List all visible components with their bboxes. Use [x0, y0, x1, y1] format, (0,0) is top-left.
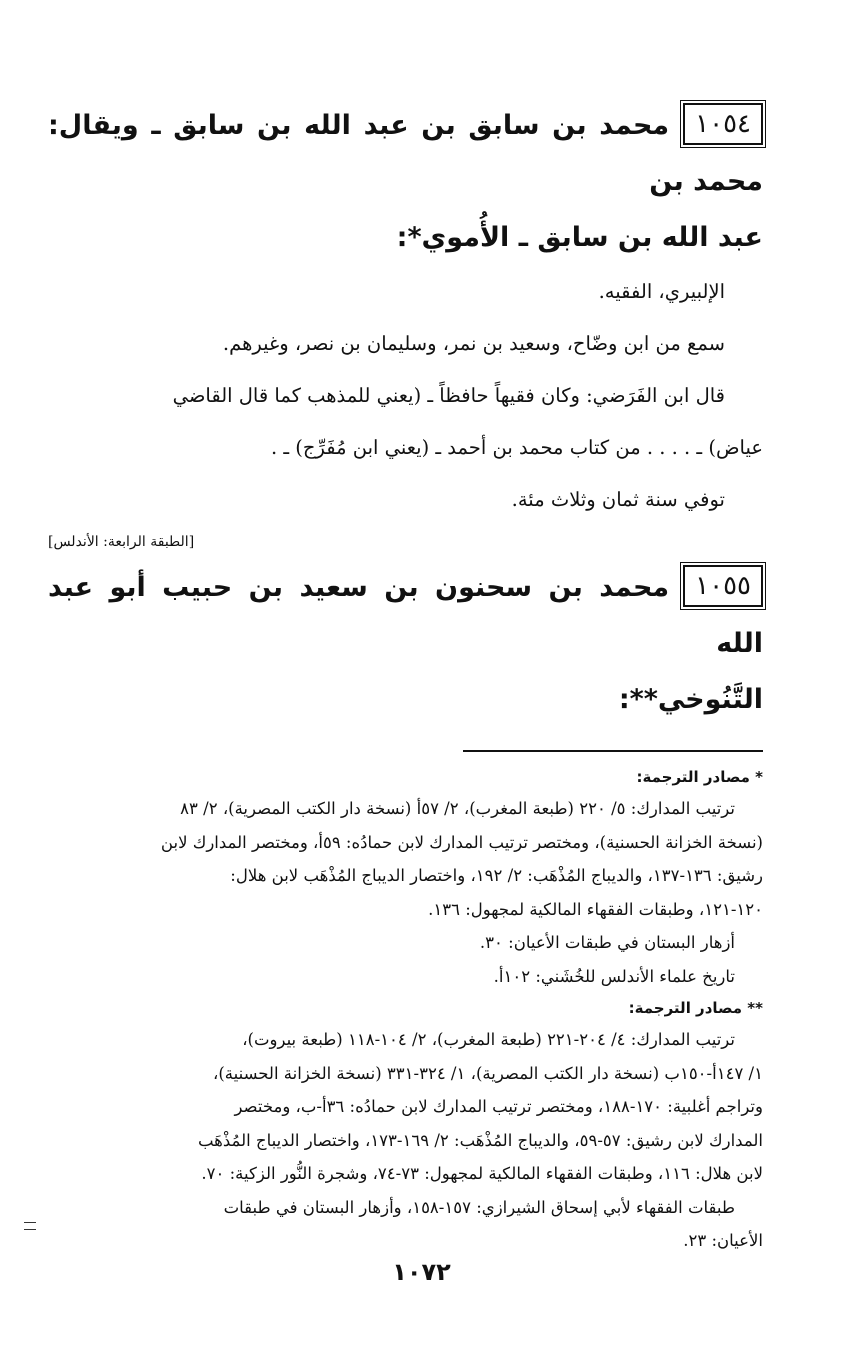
entry-text-line: توفي سنة ثمان وثلاث مئة.	[511, 488, 725, 511]
section-running-head: [الطبقة الرابعة: الأندلس]	[48, 534, 195, 550]
footnote-line: ١/ ١٤٧أ-١٥٠ب (نسخة دار الكتب المصرية)، ١/ ٣٢٤-٣٣١ (نسخة الخزانة الحسنية)،	[213, 1063, 763, 1083]
page-number: ١٠٧٢	[392, 1258, 451, 1286]
entry-number: ١٠٥٥	[683, 565, 763, 607]
margin-mark	[24, 1222, 36, 1230]
entry-text-line: سمع من ابن وضّاح، وسعيد بن نمر، وسليمان بن نصر، وغيرهم.	[222, 332, 725, 355]
footnote-divider	[463, 750, 763, 752]
entry-text-line: الإلبيري، الفقيه.	[598, 280, 725, 303]
footnote-line: لابن هلال: ١١٦، وطبقات الفقهاء المالكية لمجهول: ٧٣-٧٤، وشجرة النُّور الزكية: ٧٠.	[201, 1164, 763, 1183]
entry-text-line: قال ابن الفَرَضي: وكان فقيهاً حافظاً ـ (يعني للمذهب كما قال القاضي	[172, 384, 725, 407]
footnote-line: الأعيان: ٢٣.	[683, 1231, 763, 1250]
footnote-line: تاريخ علماء الأندلس للخُشَني: ١٠٢أ.	[493, 966, 735, 986]
footnote-line: رشيق: ١٣٦-١٣٧، والديباج المُذْهَب: ٢/ ١٩٢، واختصار الديباج المُذْهَب لابن هلال:	[230, 866, 763, 885]
entry-heading-continuation: التَّنُوخي**:	[618, 684, 763, 715]
entry-heading	[48, 560, 763, 728]
entry-text-line: عياض) ـ . . . . من كتاب محمد بن أحمد ـ (يعني ابن مُفَرِّج) ـ .	[270, 436, 763, 459]
footnote-title: * مصادر الترجمة:	[636, 768, 763, 786]
entry-heading-text: محمد بن سحنون بن سعيد بن حبيب أبو عبد الله	[48, 572, 763, 659]
entry-number: ١٠٥٤	[683, 103, 763, 145]
footnote-line: ترتيب المدارك: ٥/ ٢٢٠ (طبعة المغرب)، ٢/ ٥٧أ (نسخة دار الكتب المصرية)، ٢/ ٨٣	[180, 799, 735, 818]
footnote-line: ترتيب المدارك: ٤/ ٢٠٤-٢٢١ (طبعة المغرب)، ٢/ ١٠٤-١١٨ (طبعة بيروت)،	[242, 1030, 735, 1049]
footnote-line: أزهار البستان في طبقات الأعيان: ٣٠.	[479, 933, 735, 952]
footnote-line: وتراجم أغلبية: ١٧٠-١٨٨، ومختصر ترتيب المدارك لابن حمادُه: ٣٦أ-ب، ومختصر	[234, 1097, 763, 1116]
footnote-line: طبقات الفقهاء لأبي إسحاق الشيرازي: ١٥٧-١٥٨، وأزهار البستان في طبقات	[223, 1197, 735, 1217]
entry-heading-text: محمد بن سابق بن عبد الله بن سابق ـ ويقال: محمد بن	[48, 110, 763, 197]
footnote-line: (نسخة الخزانة الحسنية)، ومختصر ترتيب المدارك لابن حمادُه: ٥٩أ، ومختصر المدارك لابن	[160, 832, 763, 852]
footnote-title: ** مصادر الترجمة:	[628, 999, 763, 1017]
footnote-line: المدارك لابن رشيق: ٥٧-٥٩، والديباج المُذْهَب: ٢/ ١٦٩-١٧٣، واختصار الديباج المُذْهَب	[197, 1130, 763, 1150]
entry-heading	[48, 98, 763, 266]
footnote-line: ١٢٠-١٢١، وطبقات الفقهاء المالكية لمجهول: ١٣٦.	[428, 899, 763, 919]
page-body	[48, 98, 763, 1258]
entry-heading-continuation: عبد الله بن سابق ـ الأُموي*:	[396, 222, 763, 253]
